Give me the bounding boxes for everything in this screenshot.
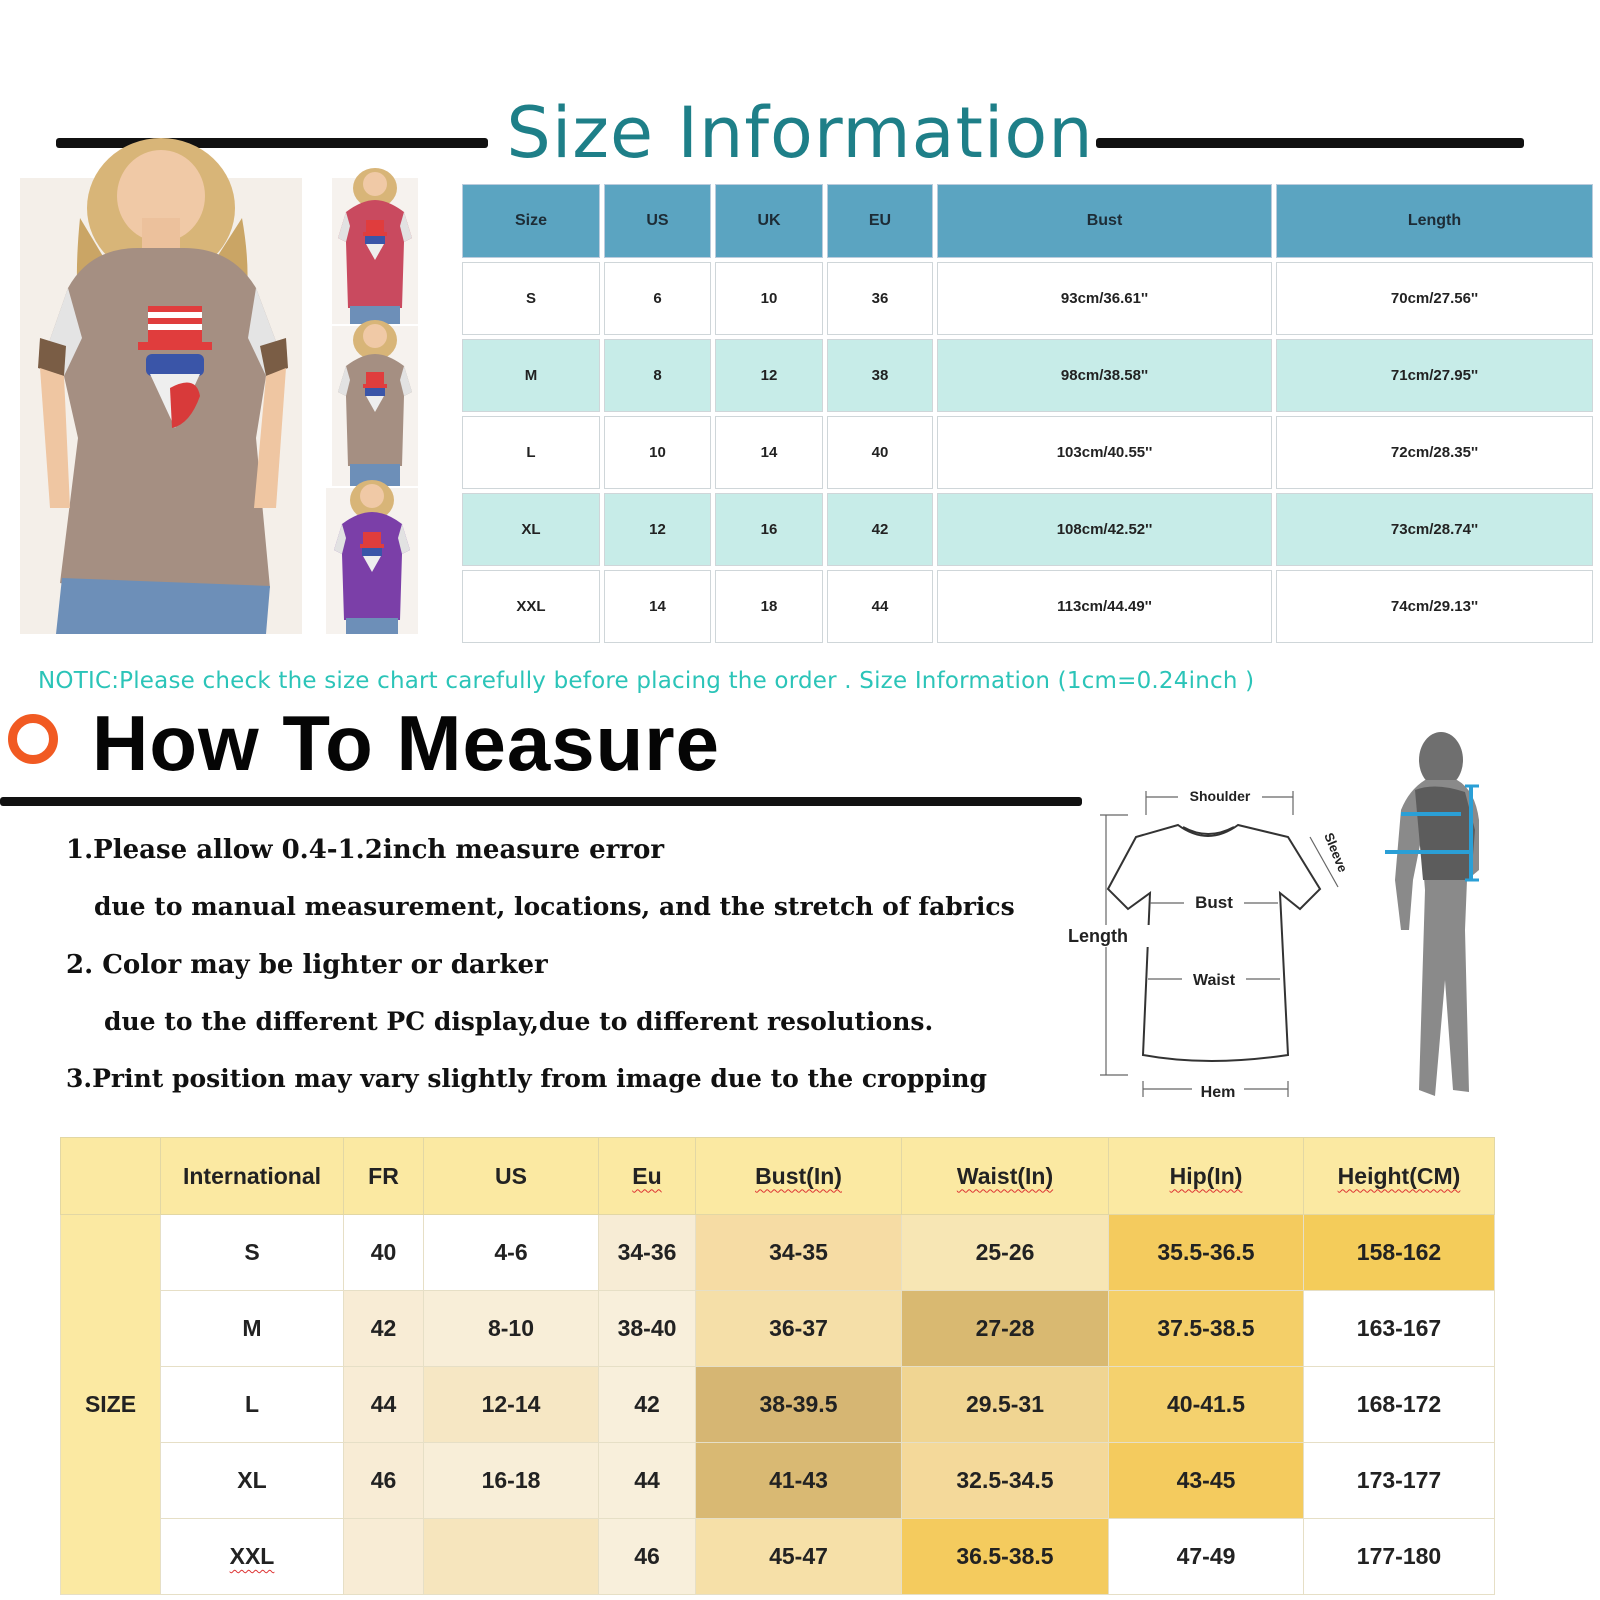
header-international: International [161, 1138, 344, 1215]
product-photo-purple [326, 488, 418, 634]
size-table-header-row [462, 184, 1593, 258]
shirt-measurement-diagram [1068, 785, 1368, 1115]
cell-bust: 34-35 [696, 1215, 902, 1291]
cell-uk: 10 [715, 262, 823, 335]
header-bust: Bust(In) [696, 1138, 902, 1215]
header-us: US [604, 184, 711, 258]
cell-fr: 46 [344, 1443, 424, 1519]
cell-eu: 38 [827, 339, 933, 412]
cell-size: XL [462, 493, 600, 566]
header-eu: EU [827, 184, 933, 258]
product-photo-main [20, 178, 302, 634]
cell-hip: 47-49 [1109, 1519, 1304, 1595]
cell-uk: 12 [715, 339, 823, 412]
cell-bust: 103cm/40.55'' [937, 416, 1272, 489]
cell-uk: 14 [715, 416, 823, 489]
cell-waist: 36.5-38.5 [902, 1519, 1109, 1595]
header-bust: Bust [937, 184, 1272, 258]
table-row [61, 1215, 1495, 1291]
how-to-measure-title: How To Measure [92, 699, 720, 787]
cell-height: 168-172 [1304, 1367, 1495, 1443]
product-photo-gray [332, 326, 418, 486]
table-row [462, 570, 1593, 643]
waist-label: Waist [1192, 972, 1236, 989]
header-eu: Eu [599, 1138, 696, 1215]
length-label: Length [1068, 926, 1128, 946]
cell-length: 70cm/27.56'' [1276, 262, 1593, 335]
size-table [458, 180, 1597, 647]
table-row [61, 1519, 1495, 1595]
cell-eu: 40 [827, 416, 933, 489]
header-length: Length [1276, 184, 1593, 258]
cell-international: L [161, 1367, 344, 1443]
cell-us: 4-6 [424, 1215, 599, 1291]
header-uk: UK [715, 184, 823, 258]
cell-size: L [462, 416, 600, 489]
cell-length: 72cm/28.35'' [1276, 416, 1593, 489]
note-3: 3.Print position may vary slightly from image due to the cropping [66, 1064, 988, 1093]
cell-fr [344, 1519, 424, 1595]
cell-us: 8-10 [424, 1291, 599, 1367]
header-size: Size [462, 184, 600, 258]
bust-label: Bust [1195, 893, 1233, 912]
cell-international: XXL [161, 1519, 344, 1595]
cell-us: 10 [604, 416, 711, 489]
cell-eu: 44 [827, 570, 933, 643]
header-us: US [424, 1138, 599, 1215]
ring-icon [8, 714, 58, 764]
cell-length: 74cm/29.13'' [1276, 570, 1593, 643]
size-side-label: SIZE [61, 1215, 161, 1595]
note-2-detail: due to the different PC display,due to different resolutions. [104, 1007, 934, 1036]
table-row [61, 1291, 1495, 1367]
size-information-title: Size Information [506, 92, 1094, 174]
note-1: 1.Please allow 0.4-1.2inch measure error [66, 835, 665, 865]
header-waist: Waist(In) [902, 1138, 1109, 1215]
intl-table-header-row [61, 1138, 1495, 1215]
cell-fr: 40 [344, 1215, 424, 1291]
cell-waist: 32.5-34.5 [902, 1443, 1109, 1519]
cell-bust: 108cm/42.52'' [937, 493, 1272, 566]
cell-uk: 16 [715, 493, 823, 566]
cell-uk: 18 [715, 570, 823, 643]
note-1-detail: due to manual measurement, locations, and the stretch of fabrics [94, 892, 1015, 921]
note-2: 2. Color may be lighter or darker [66, 950, 548, 980]
header-hip: Hip(In) [1109, 1138, 1304, 1215]
product-photo-red [332, 178, 418, 324]
cell-bust: 98cm/38.58'' [937, 339, 1272, 412]
sleeve-label: Sleeve [1321, 830, 1351, 875]
cell-us: 16-18 [424, 1443, 599, 1519]
cell-hip: 35.5-36.5 [1109, 1215, 1304, 1291]
cell-eu: 34-36 [599, 1215, 696, 1291]
table-row [61, 1443, 1495, 1519]
cell-length: 73cm/28.74'' [1276, 493, 1593, 566]
cell-size: XXL [462, 570, 600, 643]
cell-us: 8 [604, 339, 711, 412]
cell-fr: 44 [344, 1367, 424, 1443]
cell-us: 6 [604, 262, 711, 335]
cell-eu: 46 [599, 1519, 696, 1595]
cell-length: 71cm/27.95'' [1276, 339, 1593, 412]
cell-bust: 38-39.5 [696, 1367, 902, 1443]
header-height: Height(CM) [1304, 1138, 1495, 1215]
cell-size: M [462, 339, 600, 412]
cell-us: 14 [604, 570, 711, 643]
table-row [462, 262, 1593, 335]
cell-international: M [161, 1291, 344, 1367]
cell-eu: 42 [599, 1367, 696, 1443]
cell-us [424, 1519, 599, 1595]
international-size-table [60, 1137, 1495, 1595]
table-row [462, 493, 1593, 566]
cell-eu: 42 [827, 493, 933, 566]
shoulder-label: Shoulder [1189, 788, 1251, 804]
table-row [61, 1367, 1495, 1443]
cell-height: 173-177 [1304, 1443, 1495, 1519]
hem-label: Hem [1200, 1084, 1236, 1101]
table-row [462, 339, 1593, 412]
cell-bust: 36-37 [696, 1291, 902, 1367]
cell-us: 12-14 [424, 1367, 599, 1443]
cell-bust: 45-47 [696, 1519, 902, 1595]
cell-bust: 41-43 [696, 1443, 902, 1519]
cell-fr: 42 [344, 1291, 424, 1367]
cell-height: 177-180 [1304, 1519, 1495, 1595]
cell-international: XL [161, 1443, 344, 1519]
header-fr: FR [344, 1138, 424, 1215]
header-blank [61, 1138, 161, 1215]
size-notice: NOTIC:Please check the size chart carefully before placing the order . Size Information (1cm=0.24inch ) [38, 668, 1255, 694]
cell-eu: 36 [827, 262, 933, 335]
cell-height: 163-167 [1304, 1291, 1495, 1367]
cell-waist: 25-26 [902, 1215, 1109, 1291]
cell-waist: 27-28 [902, 1291, 1109, 1367]
how-to-measure-rule [0, 797, 1082, 806]
cell-height: 158-162 [1304, 1215, 1495, 1291]
cell-hip: 37.5-38.5 [1109, 1291, 1304, 1367]
cell-bust: 93cm/36.61'' [937, 262, 1272, 335]
cell-waist: 29.5-31 [902, 1367, 1109, 1443]
cell-hip: 43-45 [1109, 1443, 1304, 1519]
cell-international: S [161, 1215, 344, 1291]
cell-hip: 40-41.5 [1109, 1367, 1304, 1443]
cell-bust: 113cm/44.49'' [937, 570, 1272, 643]
body-silhouette-image [1395, 730, 1515, 1110]
cell-eu: 44 [599, 1443, 696, 1519]
cell-eu: 38-40 [599, 1291, 696, 1367]
cell-size: S [462, 262, 600, 335]
table-row [462, 416, 1593, 489]
cell-us: 12 [604, 493, 711, 566]
